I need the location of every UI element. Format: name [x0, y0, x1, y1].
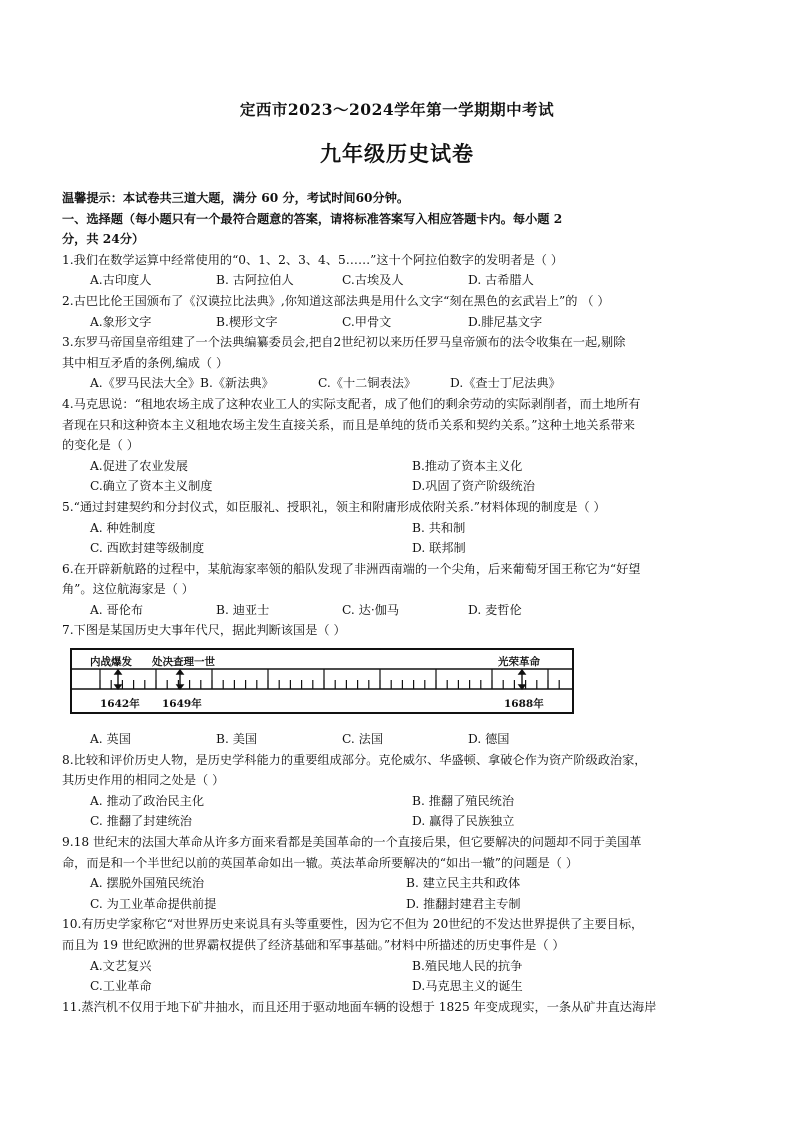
option-d: D.《查士丁尼法典》 — [450, 376, 561, 391]
question-1 — [62, 250, 742, 291]
options-grid — [62, 873, 742, 914]
option-b: B. 美国 — [216, 732, 258, 747]
options-grid — [62, 956, 742, 997]
question-stem: 2.古巴比伦王国颁布了《汉谟拉比法典》,你知道这部法典是用什么文字“刻在黑色的玄武岩上”的 （ ） — [62, 293, 610, 308]
question-7 — [62, 620, 742, 749]
exam-content — [62, 188, 742, 1017]
options-row — [62, 600, 742, 621]
timeline-year-1642: 1642年 — [100, 698, 140, 711]
section1-heading-line2: 分，共 24分） — [62, 232, 145, 247]
exam-title: 定西市2023～2024学年第一学期期中考试 — [239, 100, 555, 119]
option-a: A. 推动了政治民主化 — [90, 793, 205, 808]
option-d: D. 联邦制 — [412, 541, 466, 556]
option-c: C.工业革命 — [90, 979, 152, 994]
options-row — [62, 270, 742, 291]
option-a: A.古印度人 — [90, 273, 152, 288]
option-b: B. 推翻了殖民统治 — [412, 793, 515, 808]
question-stem-line3: 的变化是（ ） — [62, 438, 139, 453]
option-c: C. 为工业革命提供前提 — [90, 896, 217, 911]
option-c: C.确立了资本主义制度 — [90, 479, 213, 494]
question-stem-line1: 10.有历史学家称它“对世界历史来说具有头等重要性，因为它不但为 20世纪的不发达世界提供了主要目标， — [62, 917, 644, 932]
question-11 — [62, 997, 742, 1018]
option-a: A. 哥伦布 — [90, 602, 144, 617]
option-d: D. 古希腊人 — [468, 273, 534, 288]
question-stem-line1: 11.蒸汽机不仅用于地下矿井抽水，而且还用于驱动地面车辆的设想于 1825 年变成现实，一条从矿井直达海岸 — [62, 999, 657, 1014]
option-a: A.文艺复兴 — [90, 958, 152, 973]
question-stem-line2: 者现在只和这种资本主义租地农场主发生直接关系，而且是单纯的货币关系和契约关系。”这种土地关系带来 — [62, 417, 635, 432]
option-a: A. 英国 — [90, 732, 131, 747]
option-d: D. 推翻封建君主专制 — [406, 896, 521, 911]
option-d: D.马克思主义的诞生 — [412, 979, 523, 994]
question-9 — [62, 832, 742, 914]
option-b: B.推动了资本主义化 — [412, 458, 523, 473]
question-stem-line2: 其历史作用的相同之处是（ ） — [62, 773, 225, 788]
option-a: A.促进了农业发展 — [90, 458, 188, 473]
option-b: B. 共和制 — [412, 520, 466, 535]
question-stem-line1: 4.马克思说：“租地农场主成了这种农业工人的实际支配者，成了他们的剩余劳动的实际剥削者，而土地所有 — [62, 396, 641, 411]
option-d: D. 德国 — [468, 732, 510, 747]
question-stem-line2: 命，而是和一个半世纪以前的英国革命如出一辙。英法革命所要解决的“如出一辙”的问题是（ ） — [62, 855, 579, 870]
timeline-year-1688: 1688年 — [504, 698, 544, 711]
option-c: C. 西欧封建等级制度 — [90, 541, 205, 556]
option-b: B.楔形文字 — [216, 314, 278, 329]
timeline-figure — [62, 647, 742, 725]
timeline-label-civil-war: 内战爆发 — [90, 656, 132, 669]
question-stem: 5.“通过封建契约和分封仪式，如臣服礼、授职礼，领主和附庸形成依附关系.”材料体现的制度是（ ） — [62, 499, 606, 514]
question-8 — [62, 750, 742, 832]
option-c: C. 法国 — [342, 732, 384, 747]
exam-subtitle: 九年级历史试卷 — [320, 141, 474, 166]
option-b: B. 建立民主共和政体 — [406, 876, 521, 891]
option-b: B. 迪亚士 — [216, 602, 270, 617]
question-stem-line2: 其中相互矛盾的条例,编成（ ） — [62, 355, 229, 370]
option-a: A.象形文字 — [90, 314, 152, 329]
options-grid — [62, 791, 742, 832]
option-a: A.《罗马民法大全》 — [90, 376, 201, 391]
question-3 — [62, 332, 742, 394]
timeline-label-glorious-revolution: 光荣革命 — [498, 656, 540, 669]
options-grid — [62, 456, 742, 497]
section1-heading-line1: 一、选择题（每小题只有一个最符合题意的答案，请将标准答案写入相应答题卡内。每小题 2 — [62, 211, 563, 226]
timeline-label-execution: 处决查理一世 — [152, 656, 215, 669]
options-row — [62, 729, 742, 750]
options-row — [62, 373, 742, 394]
timeline-year-1649: 1649年 — [162, 698, 202, 711]
option-d: D.巩固了资产阶级统治 — [412, 479, 535, 494]
option-c: C.甲骨文 — [342, 314, 392, 329]
question-6 — [62, 559, 742, 621]
question-5 — [62, 497, 742, 559]
option-d: D.腓尼基文字 — [468, 314, 543, 329]
question-4 — [62, 394, 742, 497]
question-stem-line1: 9.18 世纪末的法国大革命从许多方面来看都是美国革命的一个直接后果，但它要解决的问题却不同于美国革 — [62, 835, 642, 850]
options-grid — [62, 518, 742, 559]
option-c: C.《十二铜表法》 — [318, 376, 417, 391]
question-stem-line1: 6.在开辟新航路的过程中，某航海家率领的船队发现了非洲西南端的一个尖角，后来葡萄牙国王称它为“好望 — [62, 561, 641, 576]
option-c: C. 达·伽马 — [342, 602, 400, 617]
option-b: B.《新法典》 — [200, 376, 274, 391]
question-stem: 7.下图是某国历史大事年代尺，据此判断该国是（ ） — [62, 623, 346, 638]
option-d: D. 麦哲伦 — [468, 602, 522, 617]
question-stem-line1: 8.比较和评价历史人物，是历史学科能力的重要组成部分。克伦威尔、华盛顿、拿破仑作为资产阶级政治家， — [62, 752, 647, 767]
question-stem-line2: 角”。这位航海家是（ ） — [62, 582, 194, 597]
option-a: A. 摆脱外国殖民统治 — [90, 876, 205, 891]
question-stem-line1: 3.东罗马帝国皇帝组建了一个法典编纂委员会,把自2世纪初以来历任罗马皇帝颁布的法令收集在一起,剔除 — [62, 335, 626, 350]
question-stem: 1.我们在数学运算中经常使用的“0、1、2、3、4、5……”这十个阿拉伯数字的发明者是（ ） — [62, 252, 564, 267]
exam-tip: 温馨提示：本试卷共三道大题，满分 60 分，考试时间60分钟。 — [62, 191, 410, 205]
option-d: D. 赢得了民族独立 — [412, 814, 515, 829]
question-2 — [62, 291, 742, 332]
option-c: C.古埃及人 — [342, 273, 404, 288]
options-row — [62, 312, 742, 333]
question-stem-line2: 而且为 19 世纪欧洲的世界霸权提供了经济基础和军事基础。”材料中所描述的历史事件是（ ） — [62, 938, 565, 952]
option-b: B. 古阿拉伯人 — [216, 273, 294, 288]
question-10 — [62, 914, 742, 996]
option-b: B.殖民地人民的抗争 — [412, 958, 523, 973]
option-a: A. 种姓制度 — [90, 520, 156, 535]
option-c: C. 推翻了封建统治 — [90, 814, 192, 829]
